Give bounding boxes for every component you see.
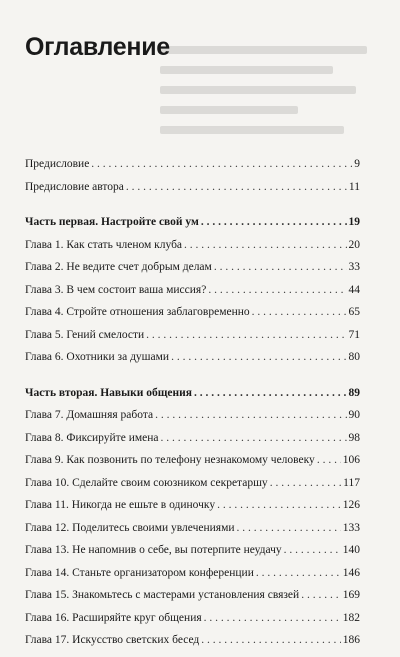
show-through-text: [160, 46, 390, 156]
chapter-entry: Глава 7. Домашняя работа . . . 90: [25, 409, 360, 432]
part-one-chapters: [25, 239, 360, 374]
chapter-entry: Глава 10. Сделайте своим союзником секретаршу . . . 117: [25, 477, 360, 500]
chapter-entry: Глава 17. Искусство светских бесед . . . 186: [25, 634, 360, 657]
toc-entry: Предисловие . . . 9: [25, 158, 360, 181]
part-heading: Часть вторая. Навыки общения . . . 89: [25, 387, 360, 410]
table-of-contents: [25, 158, 360, 657]
chapter-entry: Глава 8. Фиксируйте имена . . . 98: [25, 432, 360, 455]
chapter-entry: Глава 2. Не ведите счет добрым делам . . . 33: [25, 261, 360, 284]
page-title: Оглавление: [25, 33, 170, 61]
part-two-chapters: [25, 409, 360, 657]
chapter-entry: Глава 14. Станьте организатором конференции . . . 146: [25, 567, 360, 590]
chapter-entry: Глава 11. Никогда не ешьте в одиночку . . . 126: [25, 499, 360, 522]
chapter-entry: Глава 3. В чем состоит ваша миссия? . . . 44: [25, 284, 360, 307]
chapter-entry: Глава 5. Гений смелости . . . 71: [25, 329, 360, 352]
chapter-entry: Глава 13. Не напомнив о себе, вы потерпите неудачу . . . 140: [25, 544, 360, 567]
chapter-entry: Глава 15. Знакомьтесь с мастерами установления связей . . . 169: [25, 589, 360, 612]
chapter-entry: Глава 16. Расширяйте круг общения . . . 182: [25, 612, 360, 635]
chapter-entry: Глава 6. Охотники за душами . . . 80: [25, 351, 360, 374]
toc-entry: Предисловие автора . . . 11: [25, 181, 360, 204]
chapter-entry: Глава 9. Как позвонить по телефону незнакомому человеку . . . 106: [25, 454, 360, 477]
chapter-entry: Глава 1. Как стать членом клуба . . . 20: [25, 239, 360, 262]
chapter-entry: Глава 12. Поделитесь своими увлечениями . . . 133: [25, 522, 360, 545]
part-heading: Часть первая. Настройте свой ум . . . 19: [25, 216, 360, 239]
chapter-entry: Глава 4. Стройте отношения заблаговременно . . . 65: [25, 306, 360, 329]
front-matter-list: [25, 158, 360, 203]
